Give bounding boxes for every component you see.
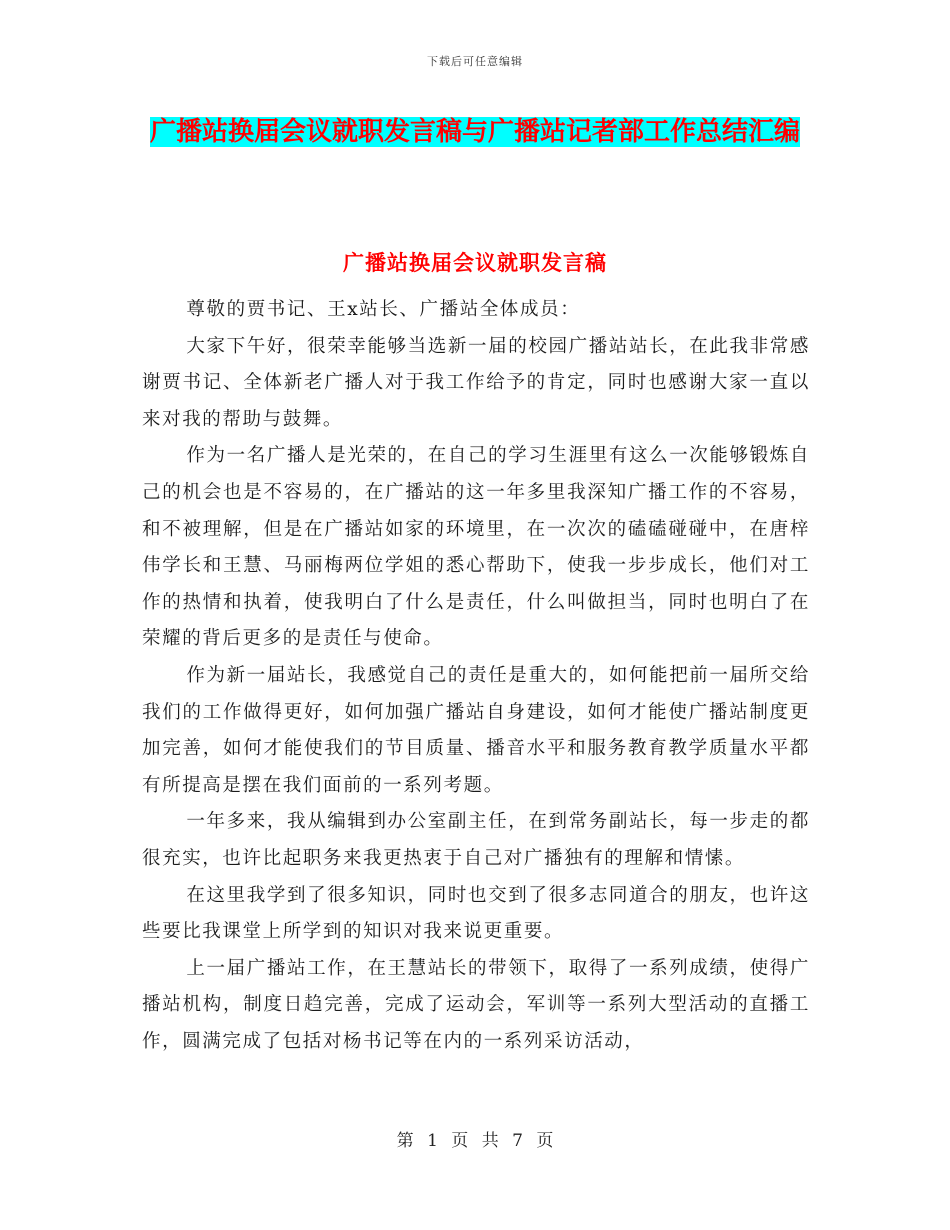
paragraph: 一年多来，我从编辑到办公室副主任，在到常务副站长，每一步走的都很充实，也许比起职务来我更热衷于自己对广播独有的理解和情愫。	[142, 811, 810, 869]
header-note: 下载后可任意编辑	[427, 55, 523, 68]
page-number: 第 1 页 共 7 页	[396, 1131, 554, 1151]
paragraph: 上一届广播站工作，在王慧站长的带领下，取得了一系列成绩，使得广播站机构，制度日趋完善，完成了运动会，军训等一系列大型活动的直播工作，圆满完成了包括对杨书记等在内的一系列采访活动，	[142, 957, 810, 1052]
paragraph: 作为新一届站长，我感觉自己的责任是重大的，如何能把前一届所交给我们的工作做得更好，如何加强广播站自身建设，如何才能使广播站制度更加完善，如何才能使我们的节目质量、播音水平和服务教育教学质量水平都有所提高是摆在我们面前的一系列考题。	[142, 664, 810, 796]
document-title	[140, 108, 810, 156]
document-body	[142, 292, 810, 1060]
paragraph: 在这里我学到了很多知识，同时也交到了很多志同道合的朋友，也许这些要比我课堂上所学到的知识对我来说更重要。	[142, 884, 810, 943]
paragraph: 作为一名广播人是光荣的，在自己的学习生涯里有这么一次能够锻炼自己的机会也是不容易的，在广播站的这一年多里我深知广播工作的不容易，和不被理解，但是在广播站如家的环境里，在一次次的磕磕碰碰中，在唐梓伟学长和王慧、马丽梅两位学姐的悉心帮助下，使我一步步成长，他们对工作的热情和执着，使我明白了什么是责任，什么叫做担当，同时也明白了在荣耀的背后更多的是责任与使命。	[142, 445, 810, 650]
section-title: 广播站换届会议就职发言稿	[343, 250, 607, 275]
paragraph: 大家下午好，很荣幸能够当选新一届的校园广播站站长，在此我非常感谢贾书记、全体新老广播人对于我工作给予的肯定，同时也感谢大家一直以来对我的帮助与鼓舞。	[142, 335, 810, 430]
paragraph-salutation: 尊敬的贾书记、王x站长、广播站全体成员：	[186, 299, 581, 320]
document-title-text: 广播站换届会议就职发言稿与广播站记者部工作总结汇编	[149, 117, 800, 147]
